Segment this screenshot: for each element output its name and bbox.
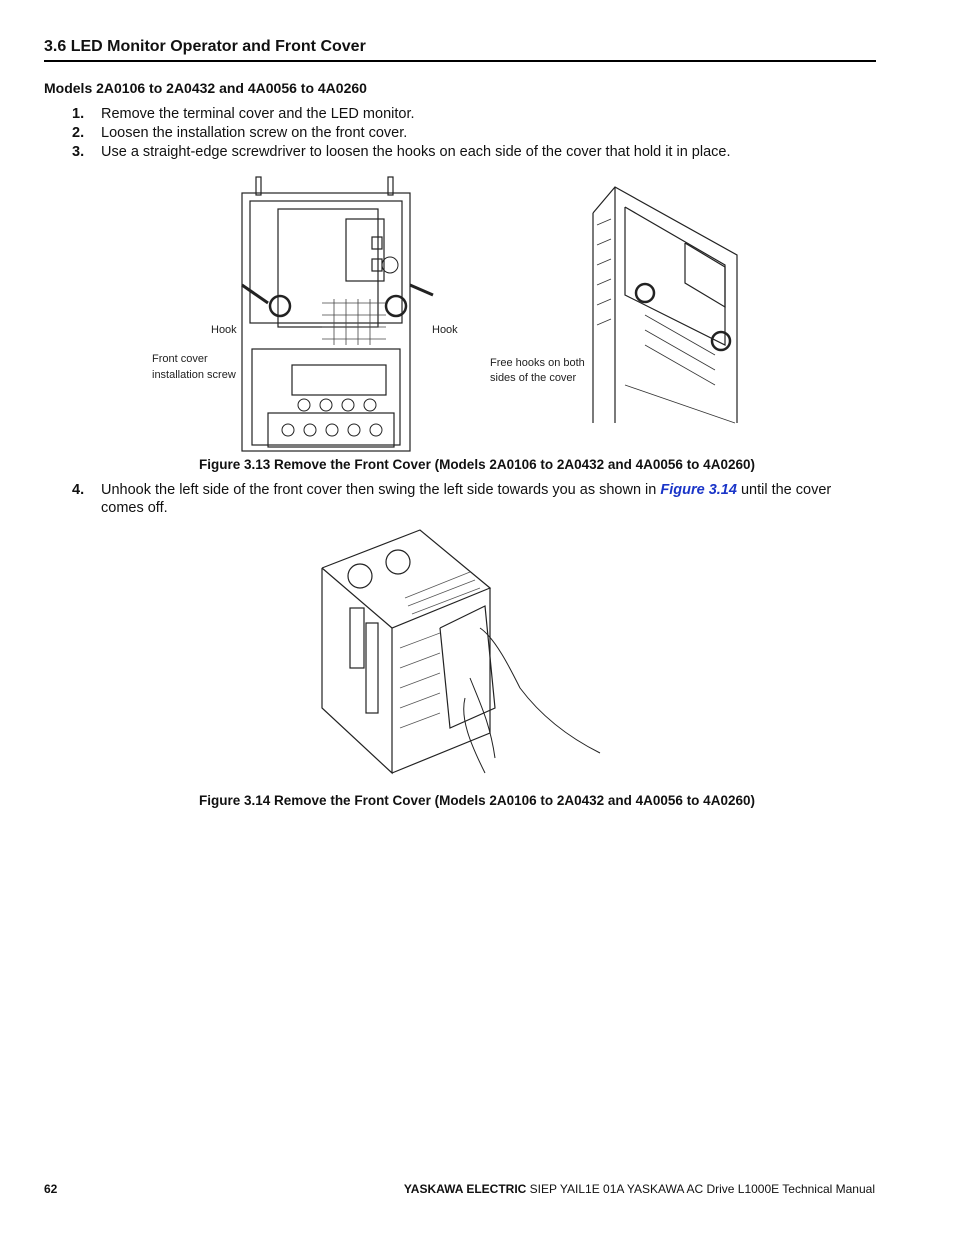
step-text: Loosen the installation screw on the front cover. <box>101 125 408 141</box>
footer-manual-title <box>404 1182 875 1196</box>
section-title: 3.6 LED Monitor Operator and Front Cover <box>44 38 366 55</box>
callout-hook-right: Hook <box>432 324 458 336</box>
section-rule <box>44 60 876 62</box>
step-number: 4. <box>72 482 85 498</box>
figure-3-14-link[interactable]: Figure 3.14 <box>660 482 737 498</box>
page-number: 62 <box>44 1182 58 1196</box>
footer-manual-name: SIEP YAIL1E 01A YASKAWA AC Drive L1000E Technical Manual <box>526 1182 875 1196</box>
callout-front-cover-screw-line1: Front cover <box>152 353 208 365</box>
callout-front-cover-screw-line2: installation screw <box>152 369 236 381</box>
figure-3-13-angled-view <box>585 185 740 425</box>
figure-3-13-caption: Figure 3.13 Remove the Front Cover (Models 2A0106 to 2A0432 and 4A0056 to 4A0260) <box>199 457 755 472</box>
figure-3-14-illustration <box>320 528 605 778</box>
figure-3-13-front-view <box>238 175 418 455</box>
step-text: Use a straight-edge screwdriver to loosen the hooks on each side of the cover that hold it in place. <box>101 144 731 160</box>
subsection-title: Models 2A0106 to 2A0432 and 4A0056 to 4A0260 <box>44 80 367 96</box>
callout-free-hooks-line2: sides of the cover <box>490 372 577 384</box>
step-text <box>101 481 871 517</box>
footer-brand: YASKAWA ELECTRIC <box>403 1182 527 1196</box>
step-number: 2. <box>72 125 85 141</box>
callout-free-hooks-line1: Free hooks on both <box>490 357 585 369</box>
step-number: 1. <box>72 106 85 122</box>
step-number: 3. <box>72 144 85 160</box>
step-text: Remove the terminal cover and the LED monitor. <box>101 106 415 122</box>
callout-hook-left: Hook <box>211 324 237 336</box>
step-text-after: until the cover comes off. <box>101 482 832 516</box>
step-text-before: Unhook the left side of the front cover then swing the left side towards you as shown in <box>101 482 661 498</box>
figure-3-14-caption: Figure 3.14 Remove the Front Cover (Models 2A0106 to 2A0432 and 4A0056 to 4A0260) <box>199 793 755 808</box>
